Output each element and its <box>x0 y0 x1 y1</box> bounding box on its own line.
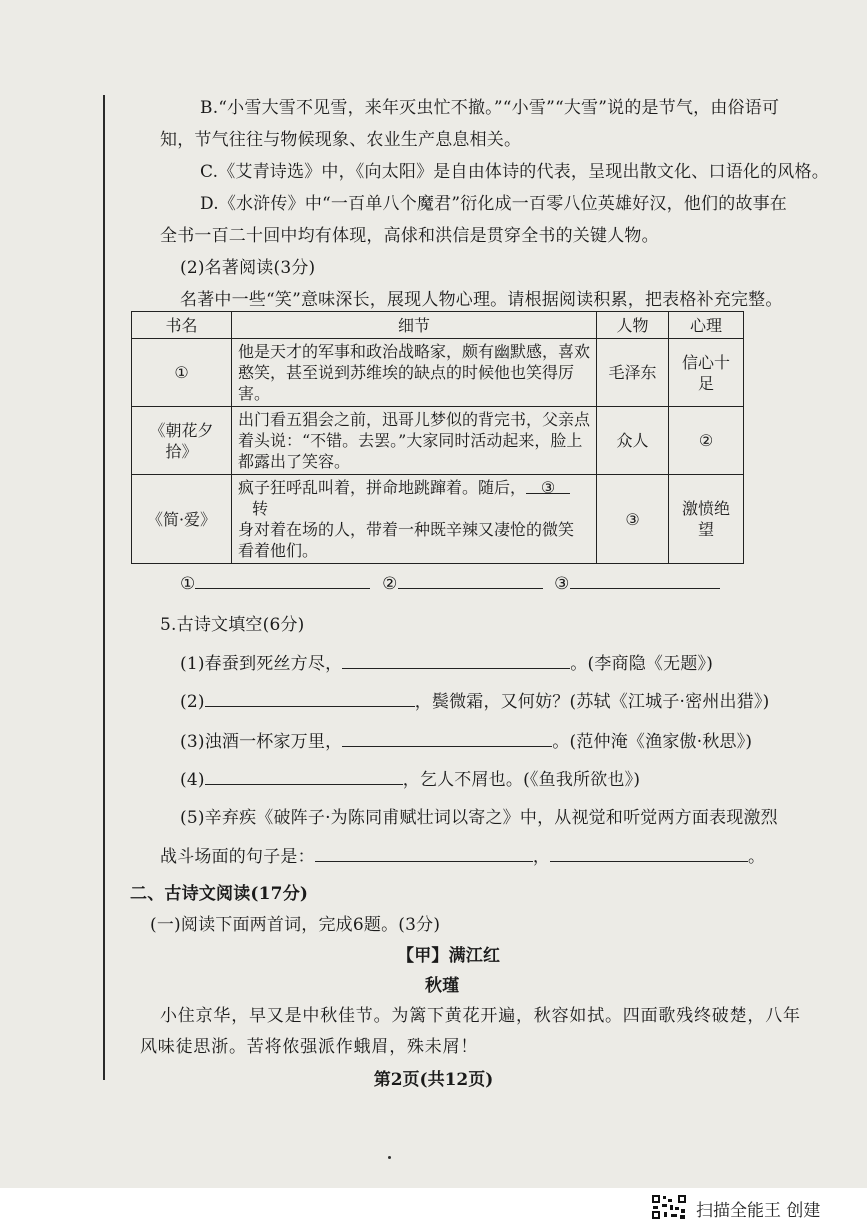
fill-blank-1[interactable] <box>342 652 570 669</box>
header-book: 书名 <box>132 312 232 339</box>
option-b-line2: 知，节气往往与物候现象、农业生产息息相关。 <box>160 130 522 150</box>
fill-blank-5b[interactable] <box>550 845 748 862</box>
poem-title: 【甲】满江红 <box>397 946 501 966</box>
blank-3[interactable]: ③ <box>526 477 570 494</box>
poem-line1: 小住京华，早又是中秋佳节。为篱下黄花开遍，秋容如拭。四面歌残终破楚，八年 <box>160 1006 801 1026</box>
option-b-line1: B.“小雪大雪不见雪，来年灭虫忙不撤。”“小雪”“大雪”说的是节气，由俗语可 <box>200 98 780 118</box>
table-row <box>132 339 744 407</box>
header-detail: 细节 <box>232 312 597 339</box>
detail-line: 都露出了笑容。 <box>238 452 351 471</box>
answer-blank-2[interactable] <box>398 572 543 589</box>
poem-author: 秋瑾 <box>425 976 460 996</box>
cell-book[interactable]: ① <box>132 339 232 407</box>
answer-blank-1[interactable] <box>195 572 370 589</box>
cell-person: 众人 <box>597 407 669 475</box>
detail-line: 着头说：“不错。去罢。”大家同时活动起来，脸上 <box>238 431 583 450</box>
table-row <box>132 475 744 564</box>
cell-person: 毛泽东 <box>597 339 669 407</box>
detail-line: 憨笑，甚至说到苏维埃的缺点的时候他也笑得厉 <box>238 363 575 382</box>
reading-table <box>131 311 744 564</box>
answer-blank-3[interactable] <box>570 572 720 589</box>
detail-line: 看着他们。 <box>238 541 319 560</box>
poem-fill-4: (4) ，乞人不屑也。(《鱼我所欲也》) <box>180 770 641 790</box>
question-2-title: (2)名著阅读(3分) <box>180 258 316 278</box>
question-5-title: 5.古诗文填空(6分) <box>160 615 305 635</box>
section-2-title: 二、古诗文阅读(17分) <box>130 884 309 904</box>
poem-fill-5-line2: 战斗场面的句子是： ， 。 <box>160 847 766 867</box>
page-footer: 第2页(共12页) <box>373 1070 494 1090</box>
fill-blank-4[interactable] <box>205 768 403 785</box>
answer-line: ① ② ③ <box>180 572 720 595</box>
cell-detail <box>232 475 597 564</box>
fill-blank-3[interactable] <box>342 730 552 747</box>
fill-blank-5a[interactable] <box>315 845 533 862</box>
header-mind: 心理 <box>669 312 744 339</box>
detail-line: 疯子狂呼乱叫着，拼命地跳蹿着。随后， ③转 <box>238 477 590 519</box>
table-header-row <box>132 312 744 339</box>
cell-mind: 信心十足 <box>669 339 744 407</box>
detail-line: 他是天才的军事和政治战略家，颇有幽默感，喜欢 <box>238 342 591 361</box>
question-2-desc: 名著中一些“笑”意味深长，展现人物心理。请根据阅读积累，把表格补充完整。 <box>180 290 783 310</box>
qr-code-icon <box>651 1194 687 1220</box>
detail-line: 身对着在场的人，带着一种既辛辣又凄怆的微笑 <box>238 520 575 539</box>
poem-fill-1: (1)春蚕到死丝方尽， 。(李商隐《无题》) <box>180 654 714 674</box>
detail-line: 出门看五猖会之前，迅哥儿梦似的背完书，父亲点 <box>238 410 591 429</box>
cell-detail <box>232 339 597 407</box>
cell-book: 《朝花夕拾》 <box>132 407 232 475</box>
cell-person[interactable]: ③ <box>597 475 669 564</box>
detail-line: 害。 <box>238 384 271 403</box>
cell-book: 《简·爱》 <box>132 475 232 564</box>
option-c: C.《艾青诗选》中，《向太阳》是自由体诗的代表，呈现出散文化、口语化的风格。 <box>200 162 829 182</box>
poem-fill-3: (3)浊酒一杯家万里， 。(范仲淹《渔家傲·秋思》) <box>180 732 753 752</box>
scanner-watermark: 扫描全能王 创建 <box>696 1201 821 1221</box>
fill-blank-2[interactable] <box>205 690 415 707</box>
cell-mind: 激愤绝望 <box>669 475 744 564</box>
poem-line2: 风味徒思浙。苦将侬强派作蛾眉，殊未屑！ <box>140 1037 479 1057</box>
poem-fill-5-line1: (5)辛弃疾《破阵子·为陈同甫赋壮词以寄之》中，从视觉和听觉两方面表现激烈 <box>180 808 778 828</box>
option-d-line2: 全书一百二十回中均有体现，高俅和洪信是贯穿全书的关键人物。 <box>160 226 659 246</box>
poem-fill-2: (2) ，鬓微霜，又何妨？(苏轼《江城子·密州出猎》) <box>180 692 770 712</box>
margin-line <box>103 95 105 1080</box>
speck <box>388 1156 391 1159</box>
cell-mind[interactable]: ② <box>669 407 744 475</box>
header-person: 人物 <box>597 312 669 339</box>
section-2-sub: (一)阅读下面两首词，完成6题。(3分) <box>150 915 441 935</box>
cell-detail <box>232 407 597 475</box>
option-d-line1: D.《水浒传》中“一百单八个魔君”衍化成一百零八位英雄好汉，他们的故事在 <box>200 194 788 214</box>
table-row <box>132 407 744 475</box>
